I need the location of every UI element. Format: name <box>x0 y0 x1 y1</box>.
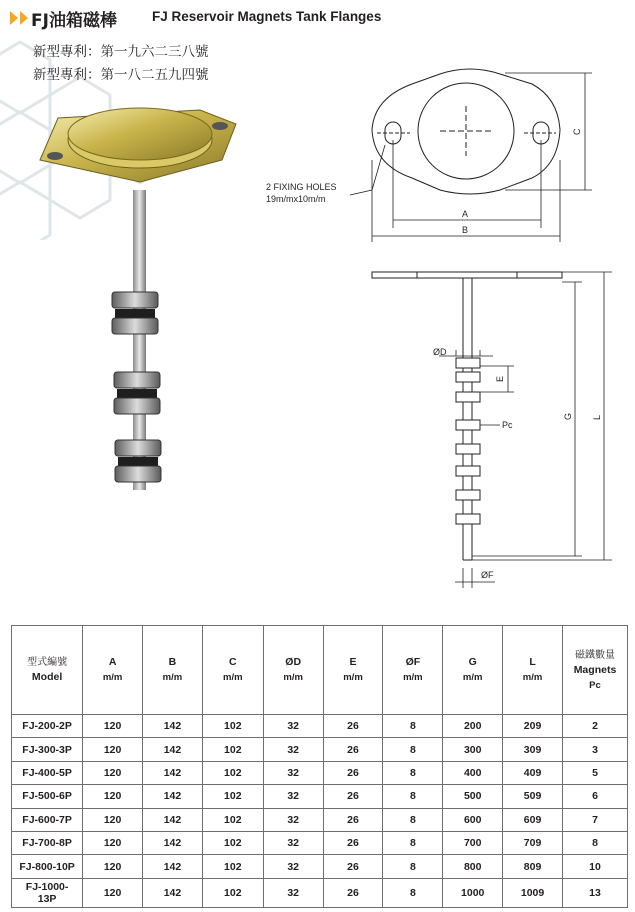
table-row <box>12 738 628 761</box>
value-cell: 309 <box>503 738 563 761</box>
value-cell: 6 <box>562 785 627 808</box>
dimension-c: C <box>572 128 582 135</box>
value-cell: 120 <box>83 878 143 907</box>
value-cell: 809 <box>503 855 563 878</box>
column-header <box>503 626 563 715</box>
value-cell: 120 <box>83 738 143 761</box>
value-cell: 102 <box>202 808 263 831</box>
value-cell: 500 <box>443 785 503 808</box>
table-row <box>12 878 628 907</box>
value-cell: 32 <box>263 808 323 831</box>
value-cell: 102 <box>202 878 263 907</box>
column-header <box>263 626 323 715</box>
value-cell: 142 <box>143 761 203 784</box>
value-cell: 8 <box>383 855 443 878</box>
value-cell: 142 <box>143 878 203 907</box>
value-cell: 120 <box>83 808 143 831</box>
column-header-label: Model <box>31 671 63 683</box>
fixing-holes-label: 2 FIXING HOLES <box>266 182 337 192</box>
value-cell: 102 <box>202 831 263 854</box>
table-row <box>12 785 628 808</box>
dimension-e: E <box>495 375 505 382</box>
column-header <box>562 626 627 715</box>
table-row <box>12 808 628 831</box>
value-cell: 26 <box>323 738 383 761</box>
value-cell: 120 <box>83 831 143 854</box>
model-cell: FJ-1000- 13P <box>12 878 83 907</box>
value-cell: 400 <box>443 761 503 784</box>
value-cell: 32 <box>263 715 323 738</box>
value-cell: 7 <box>562 808 627 831</box>
column-header-unit: m/m <box>223 672 243 683</box>
value-cell: 1000 <box>443 878 503 907</box>
value-cell: 142 <box>143 831 203 854</box>
value-cell: 142 <box>143 738 203 761</box>
dimension-g: G <box>563 412 573 420</box>
value-cell: 8 <box>383 808 443 831</box>
value-cell: 200 <box>443 715 503 738</box>
column-header-unit: m/m <box>462 672 483 683</box>
value-cell: 32 <box>263 831 323 854</box>
value-cell: 600 <box>443 808 503 831</box>
value-cell: 120 <box>83 785 143 808</box>
value-cell: 409 <box>503 761 563 784</box>
fixing-holes-size: 19m/mx10m/m <box>266 194 326 204</box>
top-view-drawing <box>350 69 592 242</box>
column-header <box>83 626 143 715</box>
value-cell: 5 <box>562 761 627 784</box>
column-header <box>383 626 443 715</box>
value-cell: 26 <box>323 855 383 878</box>
value-cell: 32 <box>263 761 323 784</box>
column-header-unit: m/m <box>162 672 183 683</box>
value-cell: 26 <box>323 831 383 854</box>
column-header-label: ØD <box>285 656 302 668</box>
value-cell: 26 <box>323 878 383 907</box>
value-cell: 609 <box>503 808 563 831</box>
value-cell: 32 <box>263 878 323 907</box>
value-cell: 102 <box>202 785 263 808</box>
value-cell: 26 <box>323 785 383 808</box>
value-cell: 32 <box>263 785 323 808</box>
column-header-unit: m/m <box>403 672 423 683</box>
value-cell: 709 <box>503 831 563 854</box>
value-cell: 102 <box>202 738 263 761</box>
value-cell: 509 <box>503 785 563 808</box>
value-cell: 102 <box>202 855 263 878</box>
value-cell: 142 <box>143 808 203 831</box>
title-english: FJ Reservoir Magnets Tank Flanges <box>152 9 382 24</box>
model-cell: FJ-700-8P <box>12 831 83 854</box>
column-header-label: G <box>468 656 477 668</box>
value-cell: 1009 <box>503 878 563 907</box>
value-cell: 8 <box>383 831 443 854</box>
product-photo <box>40 108 236 490</box>
column-header-chinese: 磁鐵數量 <box>574 649 615 661</box>
title-chinese: FJ油箱磁棒 <box>31 11 117 31</box>
value-cell: 209 <box>503 715 563 738</box>
value-cell: 120 <box>83 855 143 878</box>
value-cell: 8 <box>383 715 443 738</box>
value-cell: 10 <box>562 855 627 878</box>
column-header <box>323 626 383 715</box>
side-view-drawing <box>372 272 612 588</box>
column-header-label: B <box>168 656 177 668</box>
model-cell: FJ-200-2P <box>12 715 83 738</box>
dimension-l: L <box>592 414 602 420</box>
dimension-a: A <box>462 209 469 219</box>
column-header-label: ØF <box>405 656 421 668</box>
value-cell: 32 <box>263 738 323 761</box>
value-cell: 26 <box>323 761 383 784</box>
value-cell: 13 <box>562 878 627 907</box>
value-cell: 142 <box>143 855 203 878</box>
column-header-label: Magnets <box>573 663 617 676</box>
value-cell: 26 <box>323 808 383 831</box>
value-cell: 300 <box>443 738 503 761</box>
dimension-d: ØD <box>433 347 447 357</box>
patent-line-1: 新型專利：第一九六二三八號 <box>33 44 209 60</box>
value-cell: 700 <box>443 831 503 854</box>
column-header <box>443 626 503 715</box>
column-header-label: E <box>349 656 357 668</box>
label-pc: Pc <box>502 420 513 430</box>
column-header-label: C <box>229 656 237 668</box>
value-cell: 8 <box>383 761 443 784</box>
value-cell: 8 <box>383 738 443 761</box>
column-header <box>143 626 203 715</box>
dimension-b: B <box>462 225 469 235</box>
column-header-chinese: 型式編號 <box>27 657 68 668</box>
value-cell: 3 <box>562 738 627 761</box>
table-row <box>12 761 628 784</box>
table-header-row <box>12 626 628 715</box>
model-cell: FJ-600-7P <box>12 808 83 831</box>
column-header-label: L <box>529 656 536 668</box>
column-header-label: A <box>108 656 117 668</box>
value-cell: 102 <box>202 761 263 784</box>
value-cell: 102 <box>202 715 263 738</box>
patent-line-2: 新型專利：第一八二五九四號 <box>33 67 209 83</box>
column-header-unit: m/m <box>343 672 363 683</box>
column-header-unit: Pc <box>589 679 601 691</box>
table-row <box>12 715 628 738</box>
value-cell: 142 <box>143 715 203 738</box>
value-cell: 120 <box>83 715 143 738</box>
specifications-table <box>11 625 628 908</box>
column-header-unit: m/m <box>283 672 303 683</box>
value-cell: 8 <box>383 878 443 907</box>
value-cell: 26 <box>323 715 383 738</box>
column-header <box>12 626 83 715</box>
model-cell: FJ-800-10P <box>12 855 83 878</box>
model-cell: FJ-300-3P <box>12 738 83 761</box>
column-header <box>202 626 263 715</box>
value-cell: 32 <box>263 855 323 878</box>
dimension-f: ØF <box>481 570 494 580</box>
column-header-unit: m/m <box>522 672 543 683</box>
model-cell: FJ-400-5P <box>12 761 83 784</box>
column-header-unit: m/m <box>102 672 123 683</box>
value-cell: 8 <box>383 785 443 808</box>
table-row <box>12 831 628 854</box>
value-cell: 2 <box>562 715 627 738</box>
value-cell: 8 <box>562 831 627 854</box>
table-row <box>12 855 628 878</box>
value-cell: 142 <box>143 785 203 808</box>
value-cell: 120 <box>83 761 143 784</box>
model-cell: FJ-500-6P <box>12 785 83 808</box>
value-cell: 800 <box>443 855 503 878</box>
